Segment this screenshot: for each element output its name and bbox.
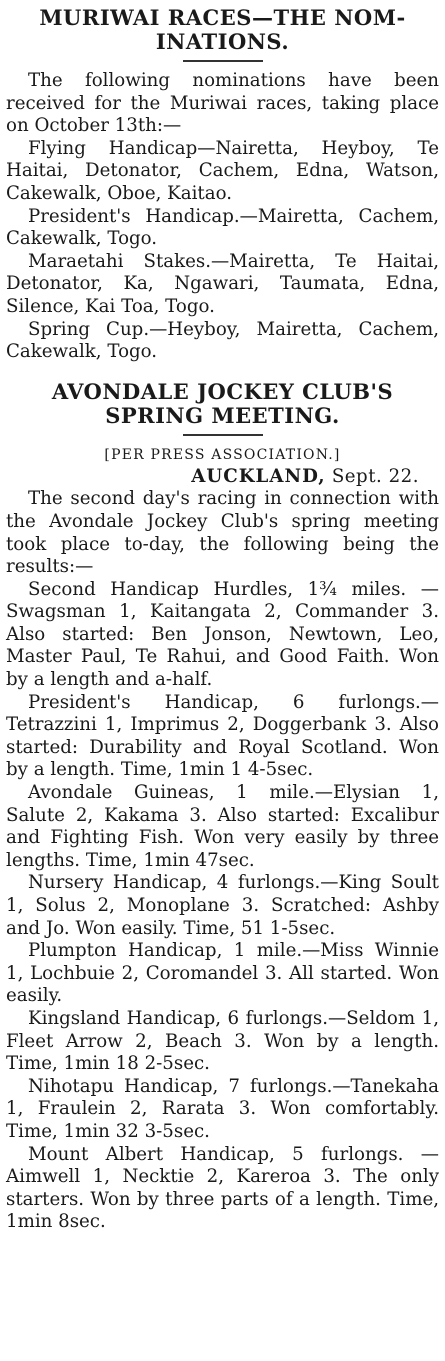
race-result: Avondale Guineas, 1 mile.—Elysian 1, Salute 2, Kakama 3. Also started: Excalibur and Fighting Fish. Won very easily by three lengths. Time, 1min 47sec. <box>6 782 439 871</box>
article1-paragraph: Maraetahi Stakes.—Mairetta, Te Haitai, Detonator, Ka, Ngawari, Taumata, Edna, Silence, Kai Toa, Togo. <box>6 250 439 317</box>
headline-rule <box>183 60 263 62</box>
article1-headline <box>6 6 439 54</box>
race-result: Plumpton Handicap, 1 mile.—Miss Winnie 1, Lochbuie 2, Coromandel 3. All started. Won easily. <box>6 940 439 1007</box>
dateline-date: Sept. 22. <box>331 465 419 487</box>
article2-headline-line2: SPRING MEETING. <box>105 402 340 428</box>
article2-paragraph: The second day's racing in connection with the Avondale Jockey Club's spring meeting took place to-day, the following being the results:— <box>6 488 439 578</box>
article1-headline-line2: INATIONS. <box>155 29 290 54</box>
race-result: President's Handicap, 6 furlongs.—Tetrazzini 1, Imprimus 2, Doggerbank 3. Also started: Durability and Royal Scotland. Won by a length. Time, 1min 1 4-5sec. <box>6 691 439 781</box>
article-separator <box>6 364 439 380</box>
article1-paragraph: Spring Cup.—Heyboy, Mairetta, Cachem, Cakewalk, Togo. <box>6 318 439 363</box>
race-result: Kingsland Handicap, 6 furlongs.—Seldom 1, Fleet Arrow 2, Beach 3. Won by a length. Time, 1min 18 2-5sec. <box>6 1007 439 1075</box>
article1-paragraph: Flying Handicap—Nairetta, Heyboy, Te Haitai, Detonator, Cachem, Edna, Watson, Cakewalk, Oboe, Kaitao. <box>6 137 439 204</box>
article1-paragraph: President's Handicap.—Mairetta, Cachem, Cakewalk, Togo. <box>6 205 439 250</box>
dateline-place: AUCKLAND, <box>191 465 326 487</box>
race-result: Nursery Handicap, 4 furlongs.—King Soult 1, Solus 2, Monoplane 3. Scratched: Ashby and Jo. Won easily. Time, 51 1-5sec. <box>6 872 439 939</box>
headline-rule <box>183 434 263 436</box>
dateline <box>6 466 439 489</box>
race-result: Second Handicap Hurdles, 1¾ miles. —Swagsman 1, Kaitangata 2, Commander 3. Also started: Ben Jonson, Newtown, Leo, Master Paul, Te Rahui, and Good Faith. Won by a length and a-half. <box>6 578 439 691</box>
race-result: Mount Albert Handicap, 5 furlongs. —Aimwell 1, Necktie 2, Kareroa 3. The only starters. Won by three parts of a length. Time, 1min 8sec. <box>6 1143 439 1233</box>
article1-headline-line1: MURIWAI RACES—THE NOM- <box>39 5 406 30</box>
byline: [PER PRESS ASSOCIATION.] <box>104 446 341 463</box>
article2-headline-line1: AVONDALE JOCKEY CLUB'S <box>51 378 394 404</box>
article1-paragraph: The following nominations have been received for the Muriwai races, taking place on October 13th:— <box>6 70 439 137</box>
article2-headline <box>6 380 439 428</box>
race-result: Nihotapu Handicap, 7 furlongs.—Tanekaha 1, Fraulein 2, Rarata 3. Won comfortably. Time, 1min 32 3-5sec. <box>6 1075 439 1142</box>
